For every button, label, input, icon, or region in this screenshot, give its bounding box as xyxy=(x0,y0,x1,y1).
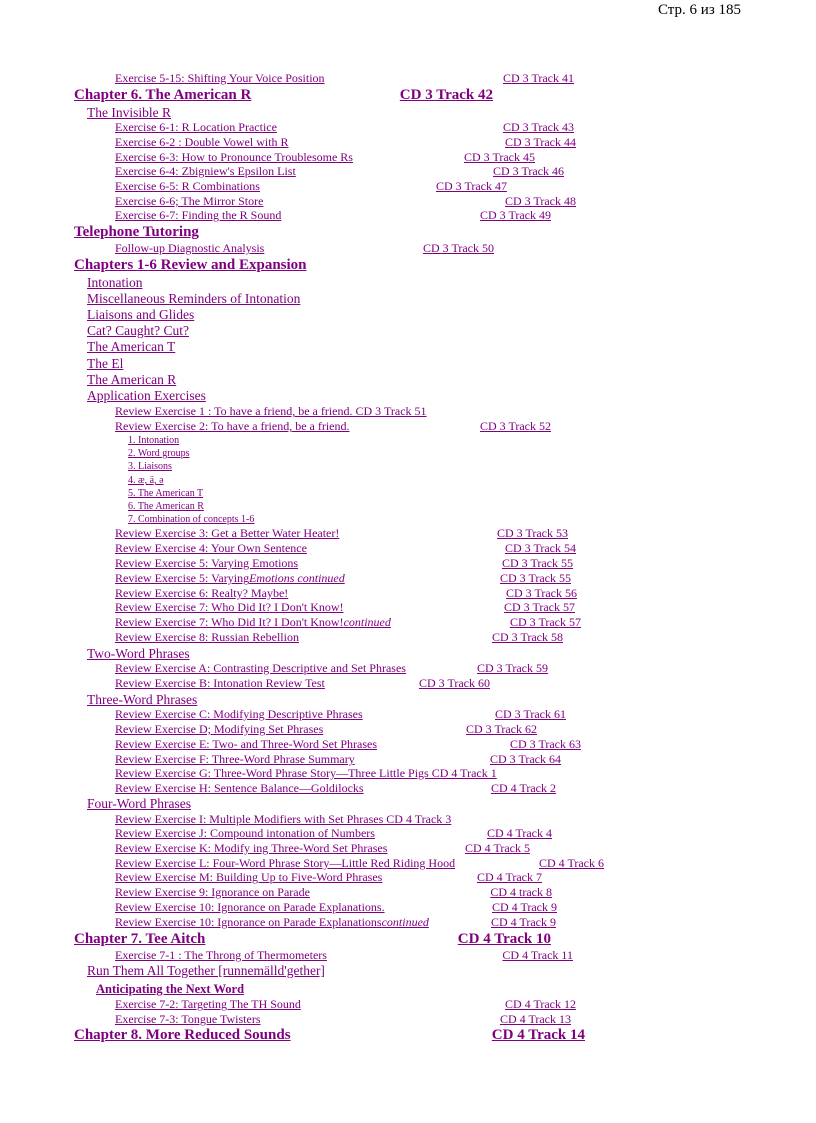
toc-entry[interactable] xyxy=(128,461,172,472)
toc-track-link[interactable]: CD 3 Track 63 xyxy=(509,737,581,751)
toc-track-link[interactable]: CD 3 Track 44 xyxy=(504,135,576,149)
toc-track-link[interactable]: CD 3 Track 55 xyxy=(499,571,571,585)
toc-entry[interactable] xyxy=(87,796,191,812)
toc-entry-title[interactable]: Exercise 6-4: Zbigniew's Epsilon List xyxy=(115,164,296,178)
toc-entry[interactable] xyxy=(115,997,576,1012)
toc-leader xyxy=(385,900,492,915)
toc-entry[interactable] xyxy=(115,120,574,135)
toc-entry-title[interactable]: 4. æ, ä, ə xyxy=(128,475,164,486)
toc-entry-title[interactable]: The Invisible R xyxy=(87,105,171,120)
toc-entry[interactable] xyxy=(115,885,552,900)
toc-leader xyxy=(355,752,490,767)
toc-entry[interactable] xyxy=(115,676,490,691)
toc-entry-title[interactable]: Exercise 6-1: R Location Practice xyxy=(115,120,277,134)
toc-entry-title[interactable]: Review Exercise 10: Ignorance on Parade Explanations xyxy=(115,915,382,929)
toc-leader xyxy=(364,781,491,796)
toc-track-link[interactable]: CD 4 Track 12 xyxy=(504,997,576,1011)
toc-entry[interactable] xyxy=(115,164,564,179)
toc-leader xyxy=(298,556,502,571)
toc-leader xyxy=(339,526,497,541)
toc-entry-title[interactable]: Review Exercise 4: Your Own Sentence xyxy=(115,541,307,555)
toc-entry[interactable] xyxy=(115,915,556,930)
toc-entry[interactable] xyxy=(87,963,325,979)
toc-track-link[interactable]: CD 4 Track 2 xyxy=(490,781,556,795)
toc-entry-title[interactable]: Cat? Caught? Cut? xyxy=(87,323,189,338)
toc-entry-title[interactable]: Miscellaneous Reminders of Intonation xyxy=(87,291,301,306)
toc-entry[interactable] xyxy=(115,600,575,615)
toc-leader xyxy=(353,150,464,165)
toc-entry-title[interactable]: Review Exercise 7: Who Did It? I Don't Know! xyxy=(115,615,344,629)
toc-entry-title[interactable]: Telephone Tutoring xyxy=(74,224,199,240)
toc-entry-title[interactable]: Review Exercise 3: Get a Better Water Heater! xyxy=(115,526,340,540)
toc-entry[interactable] xyxy=(115,194,576,209)
toc-leader xyxy=(299,630,492,645)
toc-entry-title[interactable]: 2. Word groups xyxy=(128,448,190,459)
toc-entry[interactable] xyxy=(115,556,573,571)
toc-entry[interactable] xyxy=(115,541,576,556)
toc-entry[interactable] xyxy=(87,356,123,372)
toc-entry-title[interactable]: Chapters 1-6 Review and Expansion xyxy=(74,257,307,273)
toc-entry[interactable] xyxy=(115,781,556,796)
toc-track-link[interactable]: CD 4 Track 6 xyxy=(538,856,604,870)
toc-leader xyxy=(327,948,502,963)
toc-entry[interactable] xyxy=(115,179,507,194)
toc-entry-title[interactable]: Run Them All Together [runnemälld'gether] xyxy=(87,963,325,978)
toc-track-link[interactable]: CD 3 Track 43 xyxy=(502,120,574,134)
toc-entry-title[interactable]: Review Exercise J: Compound intonation of Numbers xyxy=(115,826,375,840)
toc-leader xyxy=(310,885,490,900)
toc-entry[interactable] xyxy=(115,241,494,256)
toc-entry-title[interactable]: Exercise 6-7: Finding the R Sound xyxy=(115,208,282,222)
toc-entry-title[interactable]: Review Exercise L: Four-Word Phrase Story—Little Red Riding Hood xyxy=(115,856,456,870)
toc-leader xyxy=(291,1027,492,1044)
toc-leader xyxy=(387,841,465,856)
toc-entry-title[interactable]: Review Exercise 1 : To have a friend, be a friend. CD 3 Track 51 xyxy=(115,404,427,418)
toc-leader xyxy=(323,722,466,737)
toc-entry[interactable] xyxy=(115,208,551,223)
toc-entry-title[interactable]: Chapter 8. More Reduced Sounds xyxy=(74,1027,291,1043)
toc-entry[interactable] xyxy=(87,105,171,121)
toc-entry[interactable] xyxy=(115,526,568,541)
toc-leader xyxy=(251,87,399,104)
toc-entry[interactable] xyxy=(115,766,553,781)
toc-leader xyxy=(382,870,477,885)
toc-entry[interactable] xyxy=(87,339,175,355)
toc-entry-title[interactable]: Exercise 7-2: Targeting The TH Sound xyxy=(115,997,301,1011)
toc-entry-title[interactable]: Three-Word Phrases xyxy=(87,692,198,707)
toc-track-link[interactable]: CD 3 Track 55 xyxy=(501,556,573,570)
toc-leader xyxy=(363,707,495,722)
toc-entry-title[interactable]: Review Exercise 9: Ignorance on Parade xyxy=(115,885,310,899)
toc-entry[interactable] xyxy=(115,812,500,827)
toc-entry-title[interactable]: Exercise 5-15: Shifting Your Voice Position xyxy=(115,71,325,85)
toc-entry[interactable] xyxy=(115,752,561,767)
toc-leader xyxy=(277,120,503,135)
toc-leader xyxy=(325,676,419,691)
toc-entry-title[interactable]: Review Exercise M: Building Up to Five-Word Phrases xyxy=(115,870,383,884)
toc-entry-title[interactable]: Exercise 7-3: Tongue Twisters xyxy=(115,1012,261,1026)
toc-entry-italic: continued xyxy=(343,615,391,629)
toc-leader xyxy=(289,135,505,150)
toc-track-link[interactable]: CD 4 Track 14 xyxy=(491,1027,585,1043)
toc-entry[interactable] xyxy=(128,475,164,486)
toc-leader xyxy=(429,915,491,930)
toc-entry-title[interactable]: 7. Combination of concepts 1-6 xyxy=(128,514,255,525)
toc-entry[interactable] xyxy=(87,692,197,708)
toc-entry-title[interactable]: Review Exercise 2: To have a friend, be a friend. xyxy=(115,419,350,433)
toc-entry[interactable] xyxy=(115,841,530,856)
toc-entry-title[interactable]: Chapter 7. Tee Aitch xyxy=(74,931,206,947)
toc-leader xyxy=(344,600,504,615)
toc-track-link[interactable]: CD 3 Track 59 xyxy=(476,661,548,675)
toc-entry[interactable] xyxy=(87,372,176,388)
toc-entry[interactable] xyxy=(87,307,194,323)
toc-entry-title[interactable]: Follow-up Diagnostic Analysis xyxy=(115,241,265,255)
toc-entry[interactable] xyxy=(128,435,179,446)
toc-track-link[interactable]: CD 3 Track 57 xyxy=(509,615,581,629)
toc-track-link[interactable]: CD 4 Track 11 xyxy=(502,948,573,962)
toc-entry-title[interactable]: Four-Word Phrases xyxy=(87,796,192,811)
toc-entry-title[interactable]: Exercise 6-6; The Mirror Store xyxy=(115,194,264,208)
toc-track-link[interactable]: CD 4 Track 5 xyxy=(464,841,530,855)
toc-entry-title[interactable]: Intonation xyxy=(87,275,143,290)
toc-leader xyxy=(325,71,503,86)
toc-entry[interactable] xyxy=(115,150,535,165)
toc-entry[interactable] xyxy=(74,224,199,241)
toc-entry-italic: continued xyxy=(381,915,429,929)
toc-entry[interactable] xyxy=(96,982,244,997)
toc-leader xyxy=(377,737,510,752)
toc-entry[interactable] xyxy=(115,900,557,915)
toc-entry-title[interactable]: The American R xyxy=(87,372,177,387)
toc-entry[interactable] xyxy=(115,707,566,722)
toc-leader xyxy=(301,997,505,1012)
toc-entry[interactable] xyxy=(115,856,604,871)
toc-entry[interactable] xyxy=(115,71,574,86)
toc-entry-italic: Emotions continued xyxy=(249,571,345,585)
toc-entry-title[interactable]: 5. The American T xyxy=(128,488,204,499)
toc-entry-title[interactable]: Review Exercise H: Sentence Balance—Goldilocks xyxy=(115,781,364,795)
toc-entry[interactable] xyxy=(87,323,189,339)
toc-entry-title[interactable]: 6. The American R xyxy=(128,501,204,512)
toc-entry-title[interactable]: Review Exercise 10: Ignorance on Parade Explanations. xyxy=(115,900,385,914)
toc-entry-title[interactable]: Review Exercise 8: Russian Rebellion xyxy=(115,630,299,644)
toc-entry[interactable] xyxy=(115,948,573,963)
toc-entry-title[interactable]: 3. Liaisons xyxy=(128,461,172,472)
toc-leader xyxy=(455,856,539,871)
toc-entry[interactable] xyxy=(87,388,206,404)
toc-track-link[interactable]: CD 4 Track 13 xyxy=(499,1012,571,1026)
toc-track-link[interactable]: CD 4 Track 7 xyxy=(476,870,542,884)
toc-entry[interactable] xyxy=(115,737,581,752)
toc-entry-title[interactable]: Exercise 6-3: How to Pronounce Troublesome Rs xyxy=(115,150,353,164)
toc-entry[interactable] xyxy=(128,448,190,459)
toc-entry-title[interactable]: Review Exercise D; Modifying Set Phrases xyxy=(115,722,324,736)
toc-track-link[interactable]: CD 3 Track 56 xyxy=(505,586,577,600)
toc-track-link[interactable]: CD 4 Track 9 xyxy=(490,915,556,929)
toc-leader xyxy=(375,826,487,841)
toc-entry-title[interactable]: The American T xyxy=(87,339,176,354)
toc-entry[interactable] xyxy=(128,501,204,512)
toc-entry[interactable] xyxy=(128,488,203,499)
toc-entry[interactable] xyxy=(115,615,581,630)
toc-track-link[interactable]: CD 3 Track 53 xyxy=(496,526,568,540)
toc-entry[interactable] xyxy=(115,870,542,885)
toc-leader xyxy=(288,586,506,601)
toc-entry-title[interactable]: Review Exercise A: Contrasting Descriptive and Set Phrases xyxy=(115,661,406,675)
toc-entry[interactable] xyxy=(115,571,571,586)
toc-leader xyxy=(264,241,423,256)
toc-entry-title[interactable]: Review Exercise G: Three-Word Phrase Story—Three Little Pigs CD 4 Track 1 xyxy=(115,766,497,780)
toc-entry[interactable] xyxy=(115,826,552,841)
toc-entry-title[interactable]: Liaisons and Glides xyxy=(87,307,195,322)
toc-entry-title[interactable]: Review Exercise I: Multiple Modifiers with Set Phrases CD 4 Track 3 xyxy=(115,812,452,826)
toc-entry[interactable] xyxy=(74,87,493,104)
toc-entry-title[interactable]: Review Exercise 7: Who Did It? I Don't Know! xyxy=(115,600,344,614)
toc-entry[interactable] xyxy=(115,419,551,434)
toc-track-link[interactable]: CD 4 Track 10 xyxy=(457,931,551,947)
toc-track-link[interactable]: CD 3 Track 64 xyxy=(489,752,561,766)
toc-entry[interactable] xyxy=(115,586,577,601)
toc-entry[interactable] xyxy=(115,404,473,419)
toc-track-link[interactable]: CD 4 Track 4 xyxy=(486,826,552,840)
toc-track-link[interactable]: CD 4 Track 9 xyxy=(491,900,557,914)
toc-track-link[interactable]: CD 3 Track 50 xyxy=(422,241,494,255)
toc-leader xyxy=(345,571,500,586)
toc-track-link[interactable]: CD 3 Track 45 xyxy=(463,150,535,164)
toc-entry-title[interactable]: Review Exercise 6: Realty? Maybe! xyxy=(115,586,289,600)
toc-entry[interactable] xyxy=(115,722,537,737)
toc-entry-title[interactable]: Exercise 6-5: R Combinations xyxy=(115,179,260,193)
toc-leader xyxy=(260,179,436,194)
toc-track-link[interactable]: CD 3 Track 49 xyxy=(479,208,551,222)
toc-leader xyxy=(261,1012,500,1027)
toc-entry[interactable] xyxy=(87,291,300,307)
toc-entry-title[interactable]: Review Exercise E: Two- and Three-Word Set Phrases xyxy=(115,737,378,751)
toc-entry-title[interactable]: Exercise 6-2 : Double Vowel with R xyxy=(115,135,289,149)
toc-entry[interactable] xyxy=(87,646,190,662)
toc-leader xyxy=(350,419,480,434)
toc-entry[interactable] xyxy=(115,630,563,645)
toc-leader xyxy=(263,194,505,209)
toc-entry-title[interactable]: The El xyxy=(87,356,124,371)
toc-leader xyxy=(307,541,505,556)
toc-track-link[interactable]: CD 3 Track 47 xyxy=(435,179,507,193)
toc-entry[interactable] xyxy=(74,1027,585,1044)
toc-track-link[interactable]: CD 3 Track 42 xyxy=(399,87,493,103)
toc-entry-title[interactable]: Review Exercise 5: Varying xyxy=(115,571,250,585)
toc-entry-title[interactable]: Application Exercises xyxy=(87,388,206,403)
toc-entry[interactable] xyxy=(87,275,143,291)
toc-entry-title[interactable]: Review Exercise K: Modify ing Three-Word Set Phrases xyxy=(115,841,388,855)
toc-track-link[interactable]: CD 3 Track 58 xyxy=(491,630,563,644)
toc-entry-title[interactable]: 1. Intonation xyxy=(128,435,180,446)
toc-track-link[interactable]: CD 4 track 8 xyxy=(490,885,552,899)
toc-entry[interactable] xyxy=(115,135,576,150)
toc-track-link[interactable]: CD 3 Track 57 xyxy=(503,600,575,614)
toc-entry[interactable] xyxy=(74,931,551,948)
toc-track-link[interactable]: CD 3 Track 41 xyxy=(502,71,574,85)
toc-entry-title[interactable]: Anticipating the Next Word xyxy=(96,982,245,996)
toc-track-link[interactable]: CD 3 Track 62 xyxy=(465,722,537,736)
toc-track-link[interactable]: CD 3 Track 52 xyxy=(479,419,551,433)
toc-entry-title[interactable]: Review Exercise B: Intonation Review Test xyxy=(115,676,325,690)
toc-leader xyxy=(391,615,510,630)
toc-track-link[interactable]: CD 3 Track 46 xyxy=(492,164,564,178)
toc-entry-title[interactable]: Review Exercise 5: Varying Emotions xyxy=(115,556,299,570)
page-number: Стр. 6 из 185 xyxy=(658,2,741,18)
toc-leader xyxy=(281,208,480,223)
toc-entry[interactable] xyxy=(128,514,254,525)
toc-track-link[interactable]: CD 3 Track 60 xyxy=(418,676,490,690)
toc-track-link[interactable]: CD 3 Track 54 xyxy=(504,541,576,555)
toc-entry[interactable] xyxy=(74,257,307,274)
toc-entry-title[interactable]: Review Exercise F: Three-Word Phrase Summary xyxy=(115,752,355,766)
toc-leader xyxy=(205,931,457,948)
toc-track-link[interactable]: CD 3 Track 61 xyxy=(494,707,566,721)
toc-entry-title[interactable]: Chapter 6. The American R xyxy=(74,87,252,103)
toc-entry-title[interactable]: Two-Word Phrases xyxy=(87,646,190,661)
toc-entry-title[interactable]: Exercise 7-1 : The Throng of Thermometers xyxy=(115,948,327,962)
toc-entry[interactable] xyxy=(115,661,548,676)
toc-entry-title[interactable]: Review Exercise C: Modifying Descriptive Phrases xyxy=(115,707,363,721)
toc-leader xyxy=(296,164,493,179)
toc-leader xyxy=(406,661,477,676)
toc-track-link[interactable]: CD 3 Track 48 xyxy=(504,194,576,208)
toc-entry[interactable] xyxy=(115,1012,571,1027)
